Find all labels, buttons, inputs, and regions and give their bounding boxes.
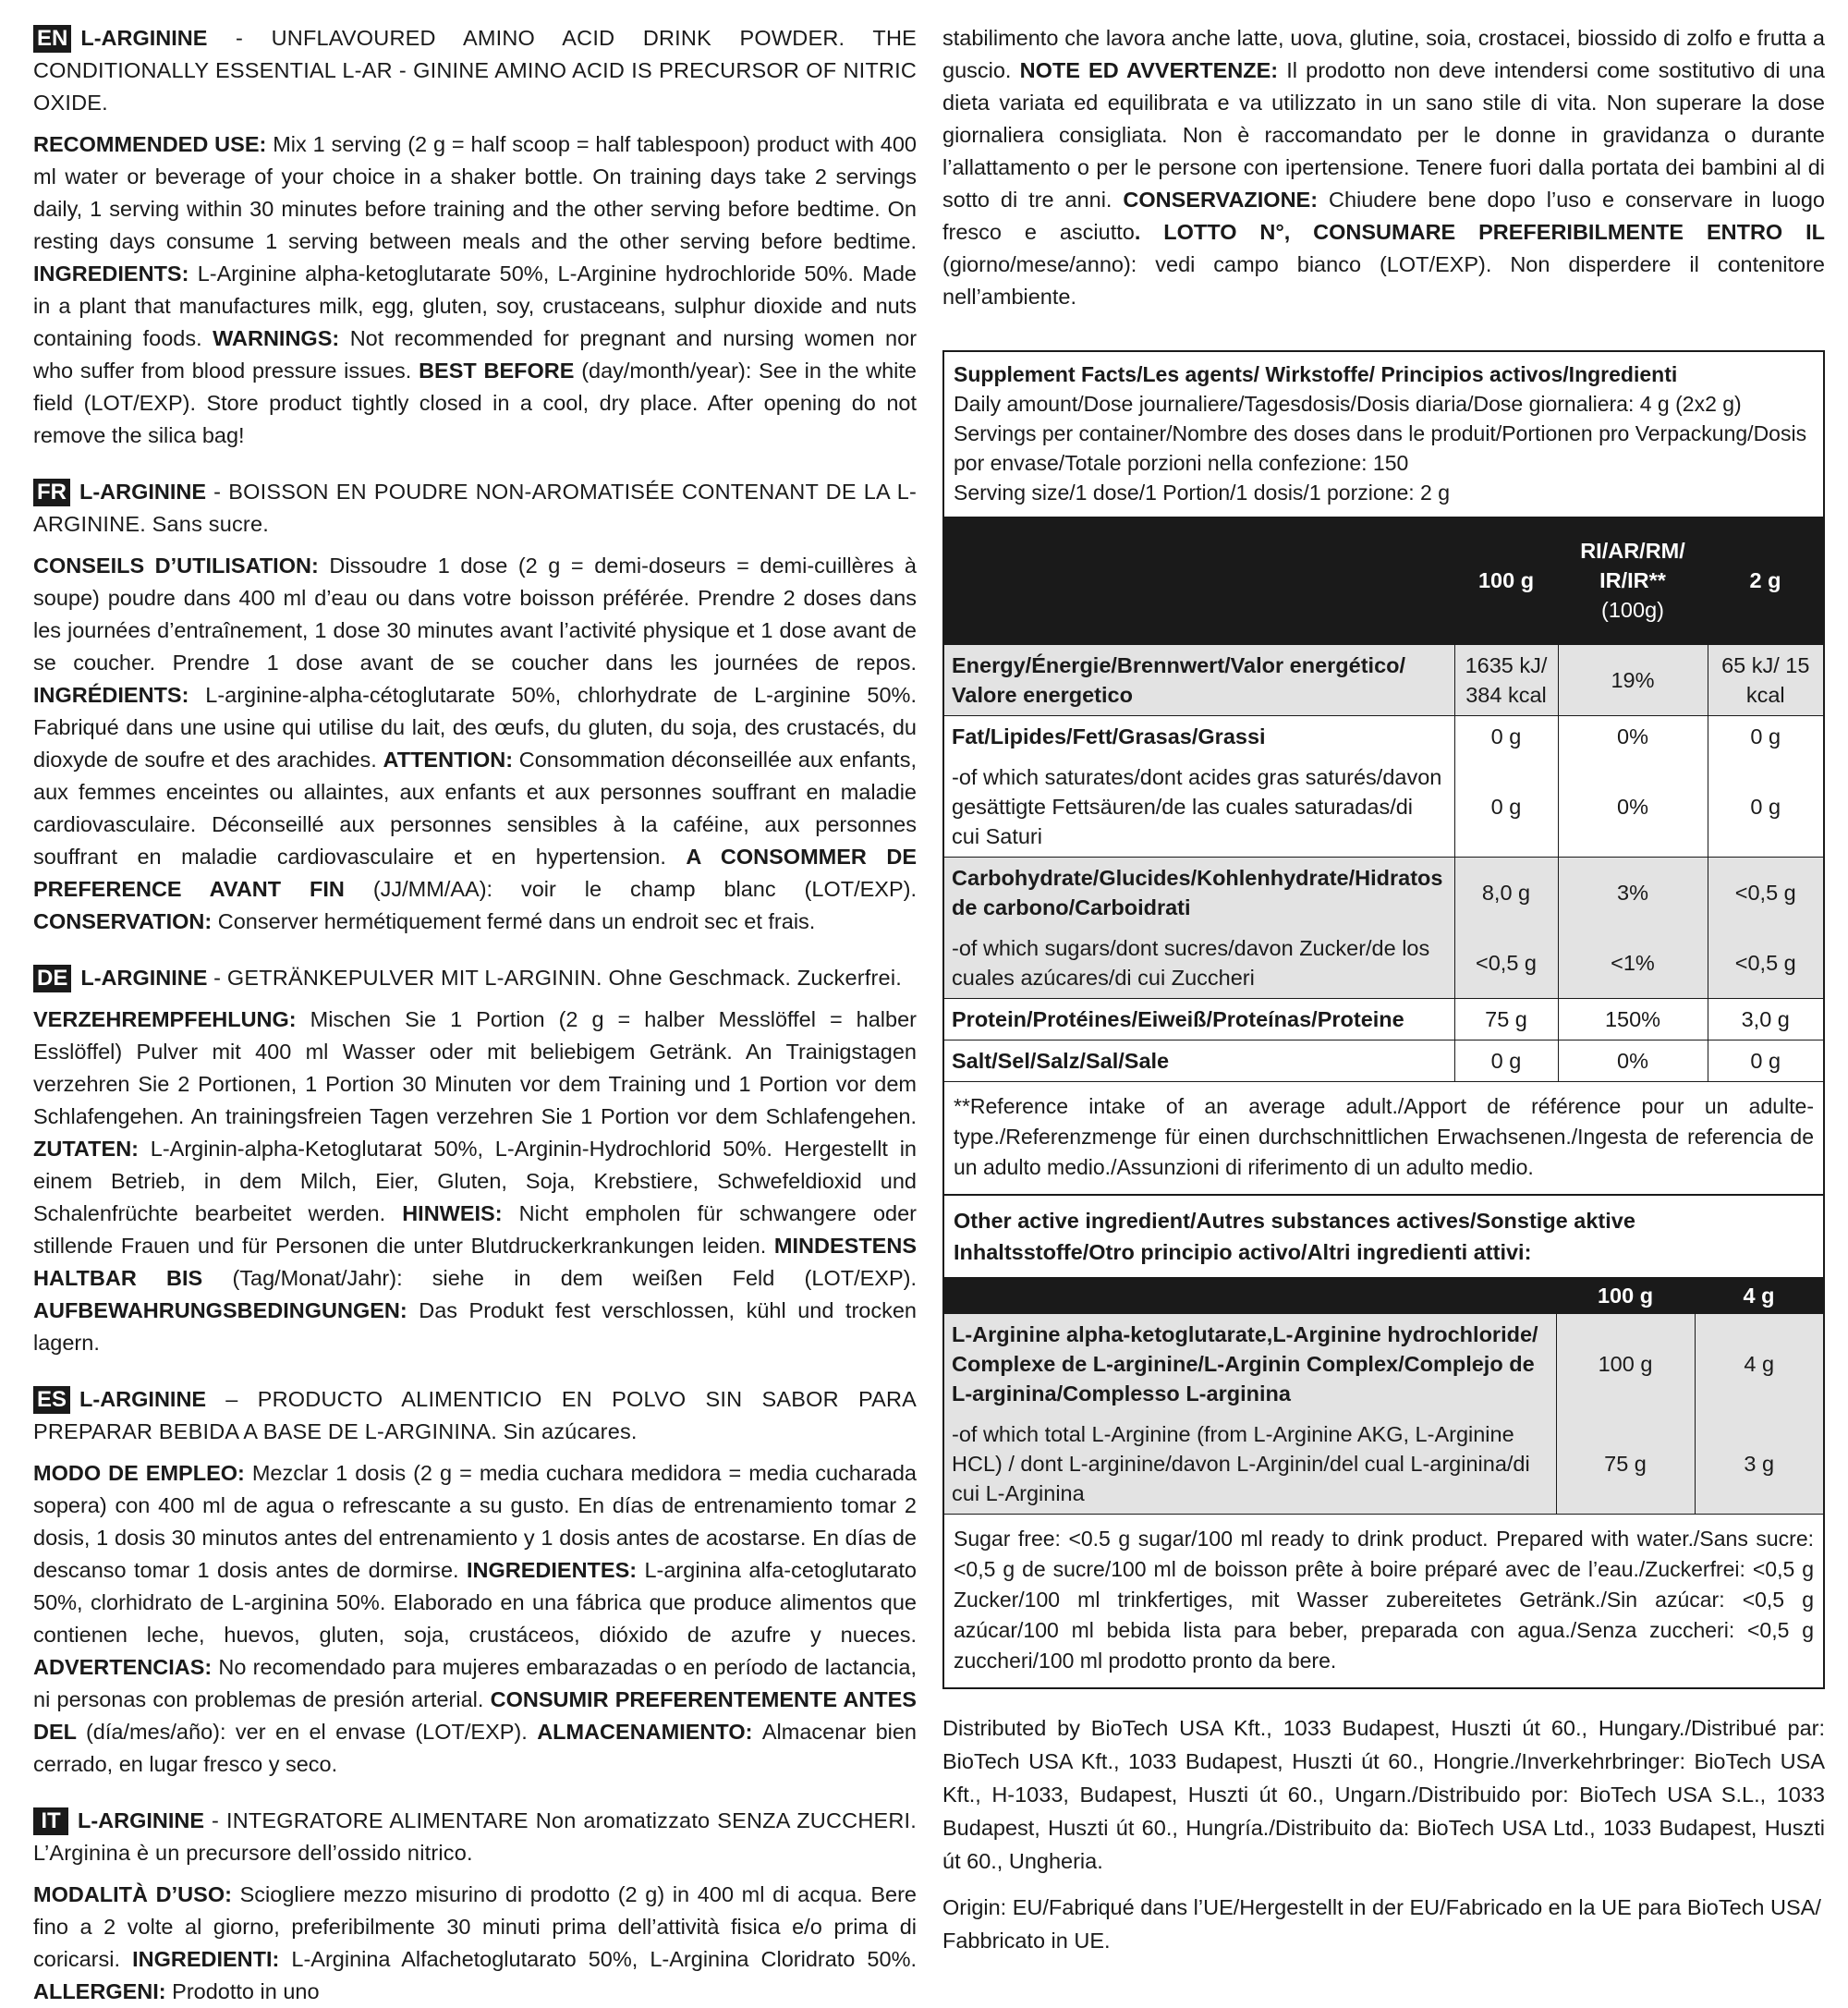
nutrition-row (944, 857, 1823, 928)
nutrient-label: -of which sugars/dont sucres/davon Zucker/de los cuales azúcares/di cui Zuccheri (944, 928, 1454, 999)
header-100g: 100 g (1454, 517, 1558, 644)
nutrition-table (944, 517, 1823, 1081)
bold-heading: ALLERGENI: (33, 1979, 173, 2003)
bold-heading: INGREDIENTS: (33, 262, 198, 286)
body-text: (día/mes/año): ver en el envase (LOT/EXP). (85, 1720, 538, 1744)
body-text: (day/month/year): See in the white field (LOT/EXP). Store product tightly closed in a cool, dry place. After opening do not remove the silica bag! (33, 359, 917, 447)
other-ingredients-title: Other active ingredient/Autres substances actives/Sonstige aktive Inhaltsstoffe/Otro principio activo/Altri ingredienti attivi: (944, 1194, 1823, 1277)
bold-heading: INGRÉDIENTS: (33, 683, 206, 707)
nutrient-value-v1: 0 g (1454, 1040, 1558, 1081)
body-text: (JJ/MM/AA): voir le champ blanc (LOT/EXP). (372, 877, 917, 901)
nutrient-value-v3: 0 g (1708, 715, 1823, 757)
reference-note: **Reference intake of an average adult./Apport de référence pour un adulte-type./Referenzmenge für einen durchschnittlichen Erwachsenen./Ingesta de referencia de un adulto medio./Assunzioni di riferimento di un adulto medio. (944, 1081, 1823, 1194)
product-title: L-ARGININE (80, 26, 208, 50)
nutrient-label: Protein/Protéines/Eiweiß/Proteínas/Proteine (944, 998, 1454, 1040)
origin-text: Origin: EU/Fabriqué dans l’UE/Hergestellt in der EU/Fabricado en la UE para BioTech USA/ Fabbricato in UE. (942, 1894, 1821, 1953)
other-header-100g: 100 g (1556, 1277, 1695, 1314)
body-text: Dissoudre 1 dose (2 g = demi-doseurs = demi-cuillères à soupe) poudre dans 400 ml d’eau ou dans votre boisson préférée. Prendre 2 doses dans les journées d’entraînement, 1 dose 30 minutes avant l’activité physique et 1 dose avant de se coucher. Prendre 1 dose avant de se coucher dans les journées de repos. (33, 554, 917, 675)
product-title: L-ARGININE (78, 1808, 205, 1832)
other-header-blank (944, 1277, 1556, 1314)
ingredient-label: L-Arginine alpha-ketoglutarate,L-Arginine hydrochloride/ Complexe de L-arginine/L-Arginin Complex/Complejo de L-arginina/Complesso L-arginina (944, 1314, 1556, 1414)
nutrient-value-v3: <0,5 g (1708, 857, 1823, 928)
supplement-facts-box (942, 350, 1825, 1689)
body-text: Das Produkt fest verschlossen, kühl und trocken lagern. (33, 1298, 918, 1355)
nutrient-value-v2: 150% (1558, 998, 1708, 1040)
language-badge: IT (33, 1807, 68, 1835)
other-ingredient-row (944, 1414, 1823, 1514)
nutrient-label: Salt/Sel/Salz/Sal/Sale (944, 1040, 1454, 1081)
body-text: Almacenar bien cerrado, en lugar fresco y seco. (33, 1720, 917, 1776)
bold-heading: CONSUMIR PREFERENTEMENTE ANTES DEL (33, 1687, 917, 1744)
body-text: Mezclar 1 dosis (2 g = media cuchara medidora = media cucharada sopera) con 400 ml de agua o refrescante a su gusto. En días de entrenamiento tomar 2 dosis, 1 dosis 30 minutos antes del entrenamiento y 1 dosis antes de acostarse. En días de descanso tomar 1 dosis antes de dormirse. (33, 1461, 917, 1582)
bold-heading: INGREDIENTI: (132, 1947, 292, 1971)
nutrient-value-v3: 0 g (1708, 1040, 1823, 1081)
section-fr (33, 476, 917, 938)
nutrient-value-v3: <0,5 g (1708, 928, 1823, 999)
section-en (33, 22, 917, 452)
nutrient-label: -of which saturates/dont acides gras saturés/davon gesättigte Fettsäuren/de las cuales saturadas/di cui Saturi (952, 764, 1442, 848)
header-ri (1558, 517, 1708, 644)
product-subtitle: - UNFLAVOURED AMINO ACID DRINK POWDER. THE CONDITIONALLY ESSENTIAL L-AR - GININE AMINO ACID IS PRECURSOR OF NITRIC OXIDE. (33, 26, 917, 115)
bold-heading: HINWEIS: (402, 1201, 519, 1225)
product-title: L-ARGININE (79, 1387, 207, 1411)
bold-heading: CONSERVAZIONE: (1123, 188, 1330, 212)
body-text: Conserver hermétiquement fermé dans un endroit sec et frais. (217, 909, 816, 933)
bold-heading: MINDESTENS HALTBAR BIS (33, 1234, 917, 1290)
other-ingredients-table (944, 1277, 1823, 1514)
product-subtitle: – PRODUCTO ALIMENTICIO EN POLVO SIN SABOR PARA PREPARAR BEBIDA A BASE DE L-ARGININA. Sin azúcares. (33, 1387, 917, 1443)
body-text: Il prodotto non deve intendersi come sostitutivo di una dieta variata ed equilibrata e va utilizzato in un sano stile di vita. Non superare la dose giornaliera consigliata. Non è raccomandato per le donne in gravidanza o durante l’allattamento o per le persone con ipertensione. Tenere fuori dalla portata dei bambini al di sotto di tre anni. (942, 58, 1825, 212)
body-text: L-Arginina Alfachetoglutarato 50%, L-Arginina Cloridrato 50%. (291, 1947, 917, 1971)
nutrient-value-v2: 0% (1558, 715, 1708, 757)
daily-amount: Daily amount/Dose journaliere/Tagesdosis/Dosis diaria/Dose giornaliera: 4 g (2x2 g) (954, 392, 1742, 416)
body-text: Mix 1 serving (2 g = half scoop = half tablespoon) product with 400 ml water or beverage of your choice in a shaker bottle. On training days take 2 servings daily, 1 serving within 30 minutes before training and the other serving before bedtime. On resting days consume 1 serving between meals and the other serving before bedtime. (33, 132, 918, 253)
section-body (33, 1004, 917, 1359)
bold-heading: RECOMMENDED USE: (33, 132, 274, 156)
body-text: (giorno/mese/anno): vedi campo bianco (LOT/EXP). Non disperdere il contenitore nell’ambiente. (942, 252, 1825, 309)
body-text: L-arginina alfa-cetoglutarato 50%, clorhidrato de L-arginina 50%. Elaborado en una fábrica que produce alimentos que contienen leche, huevos, gluten, soja, crustáceos, dióxido de azufre y nueces. (33, 1558, 917, 1647)
section-heading (33, 1383, 917, 1448)
header-ri-line1: RI/AR/RM/ (1580, 538, 1685, 563)
section-body (33, 128, 917, 452)
body-text: Chiudere bene dopo l’uso e conservare in luogo fresco e asciutto (942, 188, 1825, 244)
nutrient-value-v1: 75 g (1454, 998, 1558, 1040)
bold-heading: CONSEILS D’UTILISATION: (33, 554, 330, 578)
other-header-4g: 4 g (1695, 1277, 1823, 1314)
body-text: Sciogliere mezzo misurino di prodotto (2 g) in 400 ml di acqua. Bere fino a 2 volte al giorno, preferibilmente 30 minuti prima dell’attività fisica e/o prima di coricarsi. (33, 1882, 917, 1971)
bold-heading: BEST BEFORE (419, 359, 582, 383)
nutrient-value-v1: 0 g (1454, 715, 1558, 757)
bold-heading: CONSERVATION: (33, 909, 218, 933)
bold-heading: AUFBEWAHRUNGSBEDINGUNGEN: (33, 1298, 419, 1322)
section-de (33, 962, 917, 1359)
body-text: L-Arginin-alpha-Ketoglutarat 50%, L-Arginin-Hydrochlorid 50%. Hergestellt in einem Betrieb, in dem Milch, Eier, Gluten, Soja, Krebstiere, Schwefeldioxid und Schalenfrüchte bearbeitet werden. (33, 1137, 917, 1225)
bold-heading: VERZEHREMPFEHLUNG: (33, 1007, 310, 1031)
nutrient-value-v2: 3% (1558, 857, 1708, 928)
nutrition-row (944, 757, 1823, 858)
section-es (33, 1383, 917, 1781)
nutrient-value-v1: 0 g (1454, 757, 1558, 858)
language-badge: ES (33, 1386, 70, 1414)
header-2g: 2 g (1708, 517, 1823, 644)
bold-heading: INGREDIENTES: (466, 1558, 645, 1582)
bold-heading: A CONSOMMER DE PREFERENCE AVANT FIN (33, 845, 917, 901)
product-title: L-ARGININE (79, 480, 207, 504)
nutrient-value-v3: 3,0 g (1708, 998, 1823, 1040)
language-badge: DE (33, 965, 71, 992)
nutrient-value-v2: 19% (1558, 644, 1708, 715)
bold-heading: ZUTATEN: (33, 1137, 151, 1161)
right-column (942, 22, 1825, 1957)
nutrition-row (944, 1040, 1823, 1081)
body-text: L-Arginine alpha-ketoglutarate 50%, L-Arginine hydrochloride 50%. Made in a plant that manufactures milk, egg, gluten, soy, crustaceans, sulphur dioxide and nuts containing foods. (33, 262, 917, 350)
header-ri-line3: (100g) (1601, 597, 1664, 622)
product-subtitle: - BOISSON EN POUDRE NON-AROMATISÉE CONTENANT DE LA L-ARGININE. Sans sucre. (33, 480, 917, 536)
section-body (33, 1879, 917, 2008)
left-column (33, 22, 917, 2008)
body-text: Not recommended for pregnant and nursing women nor who suffer from blood pressure issues. (33, 326, 918, 383)
bold-heading: . LOTTO N°, CONSUMARE PREFERIBILMENTE ENTRO IL (1134, 220, 1825, 244)
language-badge: EN (33, 25, 71, 53)
header-ri-line2: IR/IR** (1599, 567, 1666, 592)
nutrition-row (944, 715, 1823, 757)
nutrient-value-v1: <0,5 g (1454, 928, 1558, 999)
serving-size: Serving size/1 dose/1 Portion/1 dosis/1 porzione: 2 g (954, 481, 1450, 505)
nutrition-row (944, 998, 1823, 1040)
bold-heading: ALMACENAMIENTO: (537, 1720, 762, 1744)
body-text: stabilimento che lavora anche latte, uova, glutine, soia, crostacei, biossido di zolfo e frutta a guscio. (942, 26, 1825, 82)
bold-heading: ATTENTION: (383, 748, 519, 772)
section-body (33, 1457, 917, 1781)
nutrient-label: Fat/Lipides/Fett/Grasas/Grassi (944, 715, 1454, 757)
ingredient-value-v2: 3 g (1695, 1414, 1823, 1514)
ingredient-value-v1: 75 g (1556, 1414, 1695, 1514)
section-heading (33, 476, 917, 541)
body-text: Prodotto in uno (172, 1979, 320, 2003)
header-blank (944, 517, 1454, 644)
bold-heading: NOTE ED AVVERTENZE: (1019, 58, 1287, 82)
nutrient-label: Energy/Énergie/Brennwert/Valor energético/ Valore energetico (944, 644, 1454, 715)
nutrient-value-v2: <1% (1558, 928, 1708, 999)
body-text: L-arginine-alpha-cétoglutarate 50%, chlorhydrate de L-arginine 50%. Fabriqué dans une usine qui utilise du lait, des œufs, du gluten, du soja, des crustacés, du dioxyde de soufre et des arachides. (33, 683, 917, 772)
facts-title: Supplement Facts/Les agents/ Wirkstoffe/ Principios activos/Ingredienti (954, 362, 1678, 386)
nutrient-value-v1: 8,0 g (1454, 857, 1558, 928)
bold-heading: WARNINGS: (213, 326, 350, 350)
nutrient-value-v3: 0 g (1708, 757, 1823, 858)
bold-heading: MODO DE EMPLEO: (33, 1461, 252, 1485)
body-text: No recomendado para mujeres embarazadas o en período de lactancia, ni personas con problemas de presión arterial. (33, 1655, 918, 1711)
body-text: Nicht empholen für schwangere oder stillende Frauen und für Personen die unter Blutdruckerkrankungen leiden. (33, 1201, 918, 1258)
product-title: L-ARGININE (80, 966, 208, 990)
ingredient-value-v2: 4 g (1695, 1314, 1823, 1414)
nutrient-value-v1: 1635 kJ/ 384 kcal (1454, 644, 1558, 715)
servings-per-container: Servings per container/Nombre des doses dans le produit/Portionen pro Verpackung/Dosis por envase/Totale porzioni nella confezione: 150 (954, 421, 1807, 475)
section-heading (33, 1805, 917, 1869)
other-ingredient-row (944, 1314, 1823, 1414)
nutrient-label: Carbohydrate/Glucides/Kohlenhydrate/Hidratos de carbono/Carboidrati (944, 857, 1454, 928)
section-it (33, 1805, 917, 2008)
nutrition-row (944, 928, 1823, 999)
distributor-text: Distributed by BioTech USA Kft., 1033 Budapest, Huszti út 60., Hungary./Distribué par: BioTech USA Kft., 1033 Budapest, Huszti út 60., Hongrie./Inverkehrbringer: BioTech USA Kft., H-1033, Budapest, Huszti út 60., Ungarn./Distribuido por: BioTech USA S.L., 1033 Budapest, Huszti út 60., Hungría./Distribuito da: BioTech USA Ltd., 1033 Budapest, Huszti út 60., Ungheria. (942, 1715, 1825, 1873)
ingredient-value-v1: 100 g (1556, 1314, 1695, 1414)
sugar-free-note: Sugar free: <0.5 g sugar/100 ml ready to drink product. Prepared with water./Sans sucre: <0,5 g de sucre/100 ml de boisson prête à boire préparé avec de l’eau./Zuckerfrei: <0,5 g Zucker/100 ml trinkfertiges, mit Wasser zubereitetes Getränk./Sin azúcar: <0,5 g azúcar/100 ml bebida lista para beber, preparada con agua./Senza zuccheri: <0,5 g zuccheri/100 ml prodotto pronto da bere. (944, 1514, 1823, 1687)
facts-header (944, 352, 1823, 517)
product-subtitle: - INTEGRATORE ALIMENTARE Non aromatizzato SENZA ZUCCHERI. L’Arginina è un precursore dell’ossido nitrico. (33, 1808, 917, 1865)
nutrient-value-v3: 65 kJ/ 15 kcal (1708, 644, 1823, 715)
nutrient-value-v2: 0% (1558, 757, 1708, 858)
bold-heading: MODALITÀ D’USO: (33, 1882, 240, 1906)
it-continuation-text (942, 22, 1825, 313)
body-text: (Tag/Monat/Jahr): siehe in dem weißen Feld (LOT/EXP). (232, 1266, 917, 1290)
nutrition-row (944, 644, 1823, 715)
body-text: Mischen Sie 1 Portion (2 g = halber Messlöffel = halber Esslöffel) Pulver mit 400 ml Wasser oder mit beliebigem Getränk. An Trainigstagen verzehren Sie 2 Portionen, 1 Portion 30 Minuten vor dem Training und 1 Portion vor dem Schlafengehen. An trainingsfreien Tagen verzehren Sie 1 Portion vor dem Schlafengehen. (33, 1007, 917, 1128)
section-heading (33, 22, 917, 119)
nutrient-value-v2: 0% (1558, 1040, 1708, 1081)
section-heading (33, 962, 917, 994)
product-subtitle: - GETRÄNKEPULVER MIT L-ARGININ. Ohne Geschmack. Zuckerfrei. (207, 966, 902, 990)
section-body (33, 550, 917, 938)
body-text: Consommation déconseillée aux enfants, aux femmes enceintes ou allaintes, aux enfants et aux personnes souffrant en maladie cardiovasculaire. Déconseillé aux personnes sensibles à la caféine, aux personnes souffrant en maladie cardiovasculaire et en hypertension. (33, 748, 917, 869)
language-badge: FR (33, 479, 70, 506)
ingredient-label: -of which total L-Arginine (from L-Arginine AKG, L-Arginine HCL) / dont L-arginine/davon L-Arginin/del cual L-arginina/di cui L-Arginina (944, 1414, 1556, 1514)
bold-heading: ADVERTENCIAS: (33, 1655, 219, 1679)
